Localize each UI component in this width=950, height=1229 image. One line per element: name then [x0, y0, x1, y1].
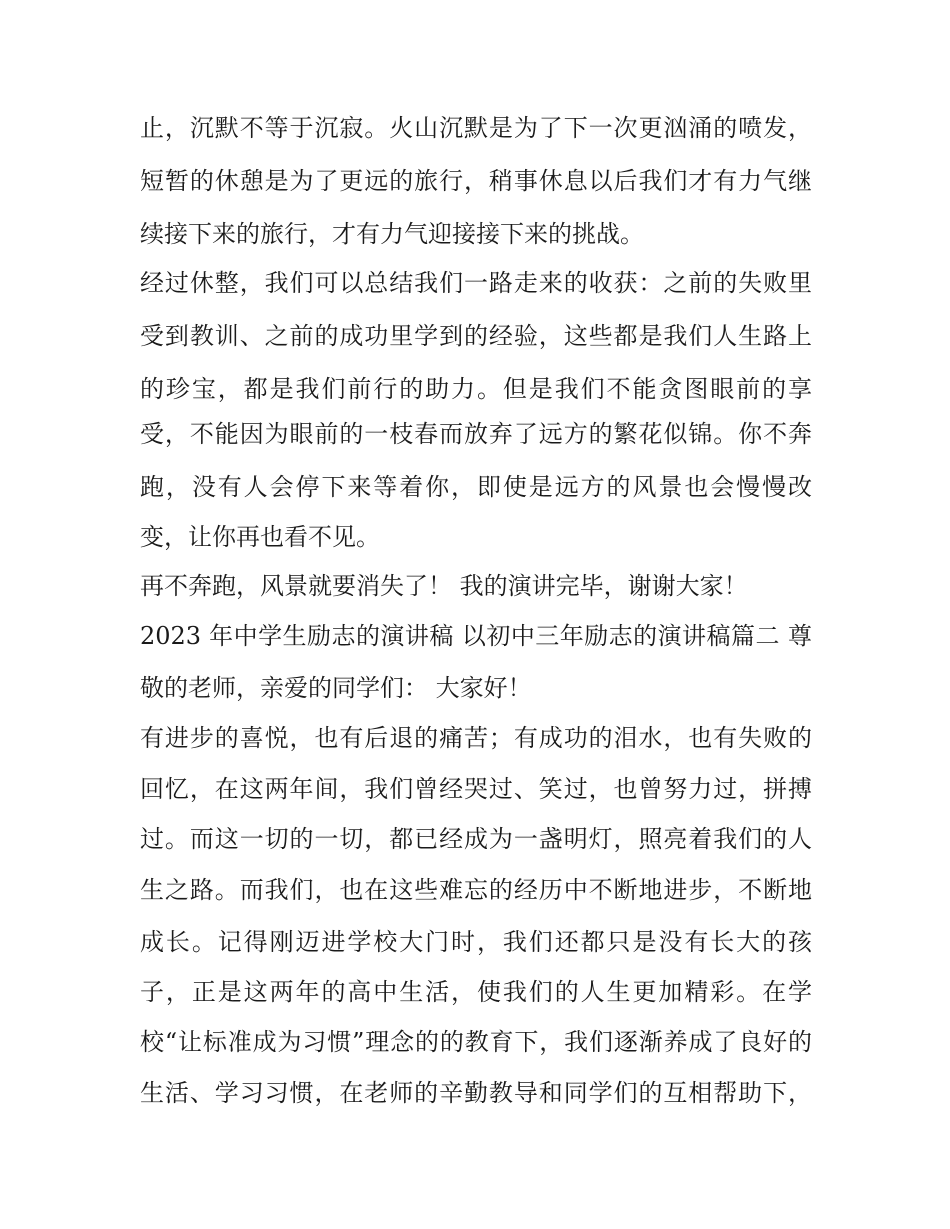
text-line: 2023 年中学生励志的演讲稿 以初中三年励志的演讲稿篇二 尊: [140, 622, 812, 650]
text-line: 变，让你再也看不见。: [140, 523, 380, 551]
text-line: 敬的老师，亲爱的同学们： 大家好！: [140, 674, 532, 702]
text-line: 过。而这一切的一切，都已经成为一盏明灯，照亮着我们的人: [140, 825, 812, 853]
text-line: 续接下来的旅行，才有力气迎接接下来的挑战。: [140, 220, 644, 248]
text-line: 经过休整，我们可以总结我们一路走来的收获：之前的失败里: [140, 269, 812, 297]
text-line: 再不奔跑，风景就要消失了！ 我的演讲完毕，谢谢大家！: [140, 572, 748, 600]
text-line: 生活、学习习惯，在老师的辛勤教导和同学们的互相帮助下，: [140, 1079, 812, 1107]
text-line: 子，正是这两年的高中生活，使我们的人生更加精彩。在学: [140, 978, 812, 1006]
text-line: 有进步的喜悦，也有后退的痛苦；有成功的泪水，也有失败的: [140, 724, 812, 752]
text-line: 回忆，在这两年间，我们曾经哭过、笑过，也曾努力过，拼搏: [140, 775, 812, 803]
text-line: 的珍宝，都是我们前行的助力。但是我们不能贪图眼前的享: [140, 375, 812, 403]
text-line: 跑，没有人会停下来等着你，即使是远方的风景也会慢慢改: [140, 473, 812, 501]
text-line: 止，沉默不等于沉寂。火山沉默是为了下一次更汹涌的喷发，: [140, 114, 812, 142]
text-line: 校“让标准成为习惯”理念的的教育下，我们逐渐养成了良好的: [140, 1028, 812, 1056]
text-line: 生之路。而我们，也在这些难忘的经历中不断地进步，不断地: [140, 876, 812, 904]
text-line: 短暂的休憩是为了更远的旅行，稍事休息以后我们才有力气继: [140, 167, 812, 195]
text-line: 受到教训、之前的成功里学到的经验，这些都是我们人生路上: [140, 322, 812, 350]
text-line: 成长。记得刚迈进学校大门时，我们还都只是没有长大的孩: [140, 928, 812, 956]
text-line: 受，不能因为眼前的一枝春而放弃了远方的繁花似锦。你不奔: [140, 420, 812, 448]
